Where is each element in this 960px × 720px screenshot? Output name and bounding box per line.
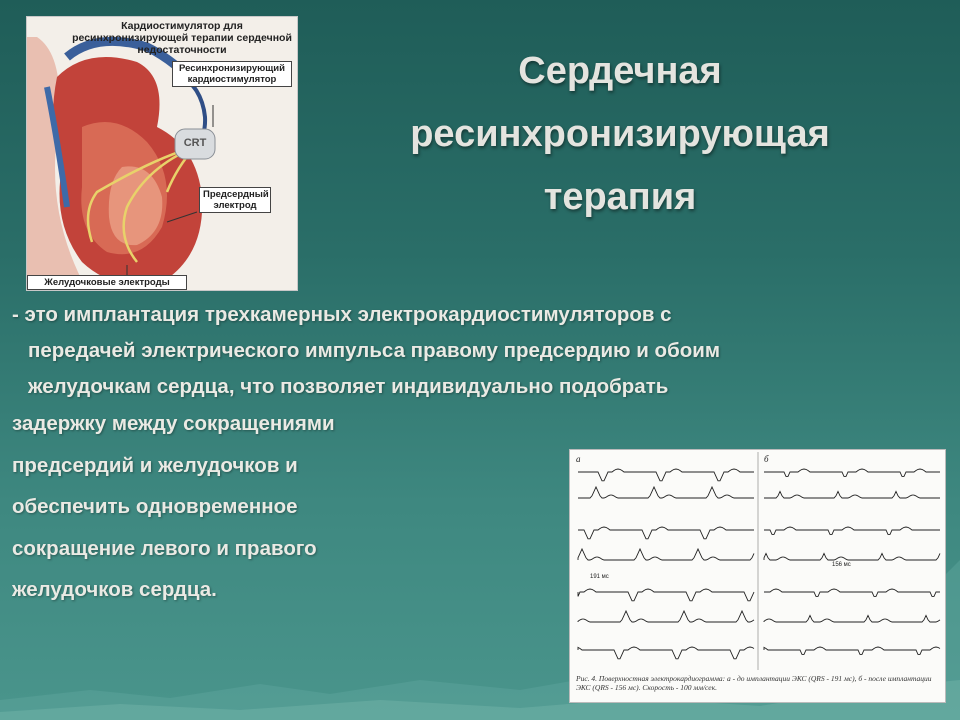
slide-title: [330, 40, 910, 229]
continuation-text: [12, 403, 532, 611]
ecg-trace: [578, 527, 754, 539]
ecg-trace: [578, 611, 754, 622]
text-line: предсердий и желудочков и: [12, 453, 298, 477]
ecg-trace: [578, 589, 754, 601]
ecg-trace: [764, 553, 940, 560]
title-line: ресинхронизирующая: [410, 113, 830, 155]
figure-caption: Кардиостимулятор для ресинхронизирующей терапии сердечной недостаточности: [72, 20, 292, 56]
ecg-trace: [578, 487, 754, 498]
definition-paragraph: [12, 297, 892, 405]
ecg-trace: [764, 491, 940, 498]
ecg-trace: [764, 589, 940, 596]
ecg-traces: [570, 450, 945, 672]
ecg-trace: [764, 527, 940, 534]
ecg-trace: [764, 615, 940, 622]
ecg-trace: [578, 647, 754, 659]
ecg-interval-a: 191 мс: [590, 574, 609, 580]
ecg-panel-a-label: а: [576, 454, 581, 464]
paragraph-line: передачей электрического импульса правому предсердию и обоим: [28, 339, 721, 362]
ecg-trace: [578, 549, 754, 560]
ecg-panel-b-label: б: [764, 454, 769, 464]
paragraph-line: желудочкам сердца, что позволяет индивидуально подобрать: [28, 375, 669, 398]
text-line: обеспечить одновременное: [12, 495, 298, 518]
ecg-trace: [578, 469, 754, 481]
text-line: задержку между сокращениями: [12, 412, 335, 435]
ecg-comparison-figure: [569, 449, 946, 703]
text-line: сокращение левого и правого: [12, 536, 317, 560]
ecg-interval-b: 156 мс: [832, 562, 851, 568]
title-line: терапия: [543, 176, 697, 218]
paragraph-line: - это имплантация трехкамерных электрокардиостимуляторов с: [12, 303, 672, 326]
heart-crt-illustration: [26, 16, 298, 291]
heart-drawing: [27, 17, 297, 290]
text-line: желудочков сердца.: [12, 578, 217, 601]
resync-pacemaker-label: Ресинхронизирующий кардиостимулятор: [172, 61, 292, 87]
ecg-trace: [764, 647, 940, 654]
title-line: Сердечная: [518, 50, 722, 92]
ventricular-electrodes-label: Желудочковые электроды: [27, 275, 187, 290]
crt-device-label: CRT: [183, 137, 207, 149]
ecg-trace: [764, 469, 940, 476]
ecg-caption: Рис. 4. Поверхностная электрокардиограмма: а - до имплантации ЭКС (QRS - 191 мс), б - после имплантации ЭКС (QRS - 156 мс). Скорость - 100 мм/сек.: [576, 674, 932, 692]
atrial-electrode-label: Предсердный электрод: [199, 187, 271, 213]
